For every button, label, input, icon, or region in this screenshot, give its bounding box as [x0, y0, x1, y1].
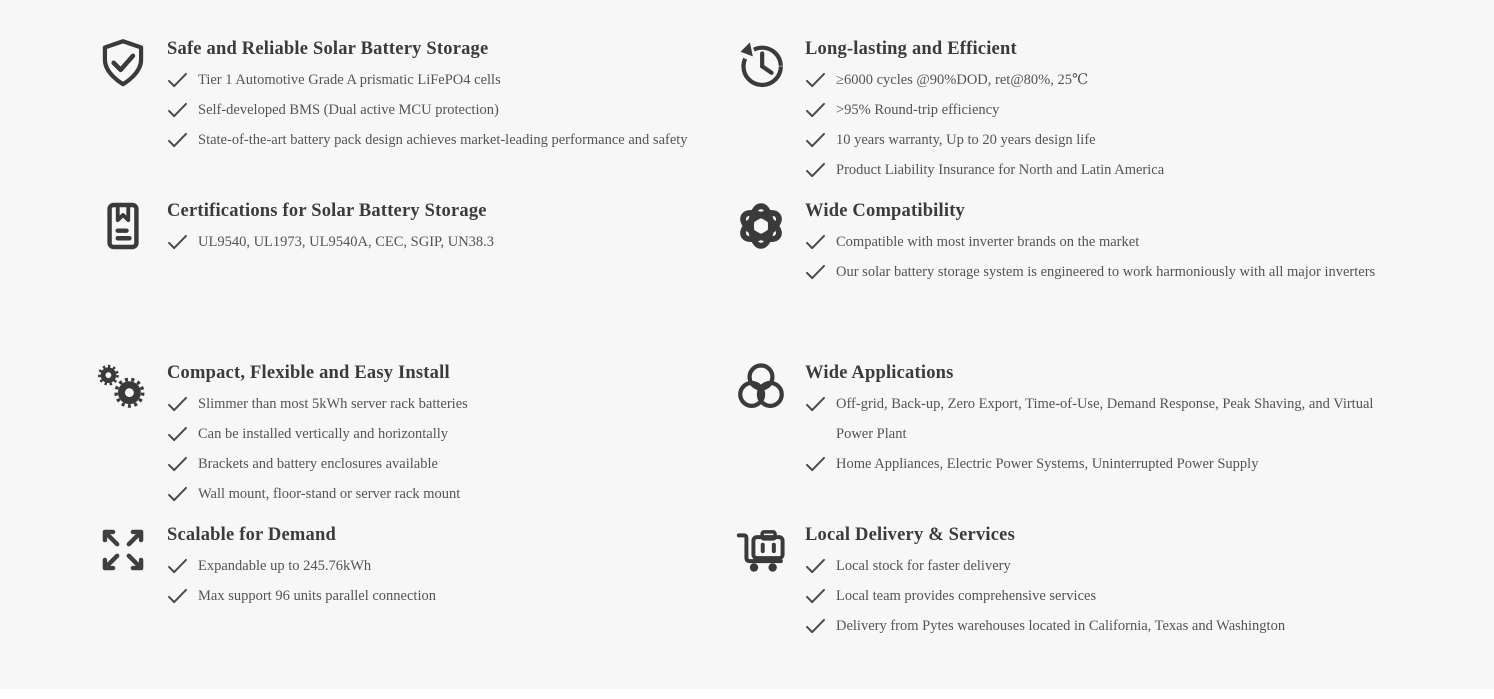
certification-book-icon: [95, 198, 151, 254]
feature-body: [167, 362, 468, 509]
check-icon: [167, 65, 188, 95]
feature-item-text: Home Appliances, Electric Power Systems, Uninterrupted Power Supply: [836, 456, 1259, 472]
check-icon: [805, 155, 826, 185]
feature-item: [167, 95, 688, 125]
feature-long-lasting: [733, 38, 1433, 200]
feature-item: [167, 479, 468, 509]
feature-item: [805, 227, 1375, 257]
feature-items-list: [167, 389, 468, 509]
feature-item-text: Expandable up to 245.76kWh: [198, 558, 372, 574]
feature-item: [167, 65, 688, 95]
check-icon: [167, 581, 188, 611]
footer-strip: [0, 689, 1494, 699]
check-icon: [167, 125, 188, 155]
feature-items-list: [805, 551, 1285, 641]
check-icon: [805, 125, 826, 155]
feature-items-list: [167, 65, 688, 155]
check-icon: [167, 389, 188, 419]
feature-item-text: Compatible with most inverter brands on the market: [836, 234, 1140, 250]
feature-title: Long-lasting and Efficient: [805, 39, 1017, 59]
feature-title: Wide Applications: [805, 363, 954, 383]
feature-title: Wide Compatibility: [805, 201, 966, 221]
feature-wide-applications: [733, 362, 1433, 524]
feature-item-text: Can be installed vertically and horizontally: [198, 426, 449, 442]
feature-item-text: Product Liability Insurance for North and Latin America: [836, 162, 1165, 178]
feature-item: [805, 125, 1164, 155]
feature-body: [167, 38, 688, 155]
feature-item: [805, 551, 1285, 581]
three-circles-icon: [733, 360, 789, 416]
feature-item: [167, 227, 494, 257]
check-icon: [167, 551, 188, 581]
check-icon: [805, 95, 826, 125]
feature-item: [805, 95, 1164, 125]
feature-item-text: Our solar battery storage system is engineered to work harmoniously with all major inverters: [836, 264, 1376, 280]
feature-body: [805, 200, 1375, 287]
expand-arrows-icon: [95, 522, 151, 578]
feature-item: [805, 389, 1411, 449]
feature-item-text: UL9540, UL1973, UL9540A, CEC, SGIP, UN38.3: [198, 234, 495, 250]
feature-item-text: State-of-the-art battery pack design achieves market-leading performance and safety: [198, 132, 688, 148]
feature-items-list: [167, 551, 436, 611]
feature-item: [167, 125, 688, 155]
feature-item-text: Brackets and battery enclosures available: [198, 456, 438, 472]
feature-item-text: Max support 96 units parallel connection: [198, 588, 436, 604]
feature-compact-flexible: [95, 362, 733, 524]
feature-wide-compatibility: [733, 200, 1433, 362]
check-icon: [805, 449, 826, 479]
features-grid: [95, 38, 1433, 686]
check-icon: [805, 257, 826, 287]
feature-safe-reliable: [95, 38, 733, 200]
feature-certifications: [95, 200, 733, 362]
feature-item: [167, 449, 468, 479]
feature-item: [167, 389, 468, 419]
check-icon: [167, 227, 188, 257]
feature-items-list: [805, 65, 1164, 185]
feature-body: [167, 524, 436, 611]
feature-items-list: [167, 227, 494, 257]
feature-item: [805, 155, 1164, 185]
feature-item: [167, 581, 436, 611]
feature-items-list: [805, 389, 1411, 479]
feature-item: [167, 551, 436, 581]
feature-item: [805, 611, 1285, 641]
atom-icon: [733, 198, 789, 254]
check-icon: [167, 449, 188, 479]
feature-body: [167, 200, 494, 257]
check-icon: [167, 95, 188, 125]
feature-item: [805, 581, 1285, 611]
feature-item: [805, 257, 1375, 287]
feature-item-text: Wall mount, floor-stand or server rack mount: [198, 486, 461, 502]
check-icon: [167, 419, 188, 449]
feature-local-delivery: [733, 524, 1433, 686]
feature-body: [805, 38, 1164, 185]
shield-check-icon: [95, 36, 151, 92]
history-clock-icon: [733, 36, 789, 92]
delivery-cart-icon: [733, 522, 789, 578]
feature-item: [805, 65, 1164, 95]
check-icon: [805, 389, 826, 419]
feature-item-text: Slimmer than most 5kWh server rack batteries: [198, 396, 468, 412]
feature-item-text: ≥6000 cycles @90%DOD, ret@80%, 25℃: [836, 72, 1089, 88]
feature-body: [805, 362, 1411, 479]
feature-body: [805, 524, 1285, 641]
check-icon: [805, 611, 826, 641]
gears-icon: [95, 360, 151, 416]
feature-scalable: [95, 524, 733, 686]
feature-title: Safe and Reliable Solar Battery Storage: [167, 39, 489, 59]
feature-title: Certifications for Solar Battery Storage: [167, 201, 487, 221]
check-icon: [805, 65, 826, 95]
check-icon: [805, 227, 826, 257]
feature-item: [805, 449, 1411, 479]
feature-item-text: 10 years warranty, Up to 20 years design life: [836, 132, 1096, 148]
feature-items-list: [805, 227, 1375, 287]
feature-item-text: Local stock for faster delivery: [836, 558, 1011, 574]
feature-title: Scalable for Demand: [167, 525, 336, 545]
check-icon: [805, 581, 826, 611]
feature-item-text: Tier 1 Automotive Grade A prismatic LiFePO4 cells: [198, 72, 501, 88]
check-icon: [167, 479, 188, 509]
feature-item-text: Local team provides comprehensive services: [836, 588, 1097, 604]
feature-item-text: Delivery from Pytes warehouses located in California, Texas and Washington: [836, 618, 1286, 634]
feature-title: Local Delivery & Services: [805, 525, 1015, 545]
feature-title: Compact, Flexible and Easy Install: [167, 363, 450, 383]
feature-item-text: >95% Round-trip efficiency: [836, 102, 1000, 118]
feature-item-text: Self-developed BMS (Dual active MCU protection): [198, 102, 499, 118]
feature-item: [167, 419, 468, 449]
check-icon: [805, 551, 826, 581]
feature-item-text: Off-grid, Back-up, Zero Export, Time-of-Use, Demand Response, Peak Shaving, and Virtual Power Plant: [836, 396, 1374, 442]
